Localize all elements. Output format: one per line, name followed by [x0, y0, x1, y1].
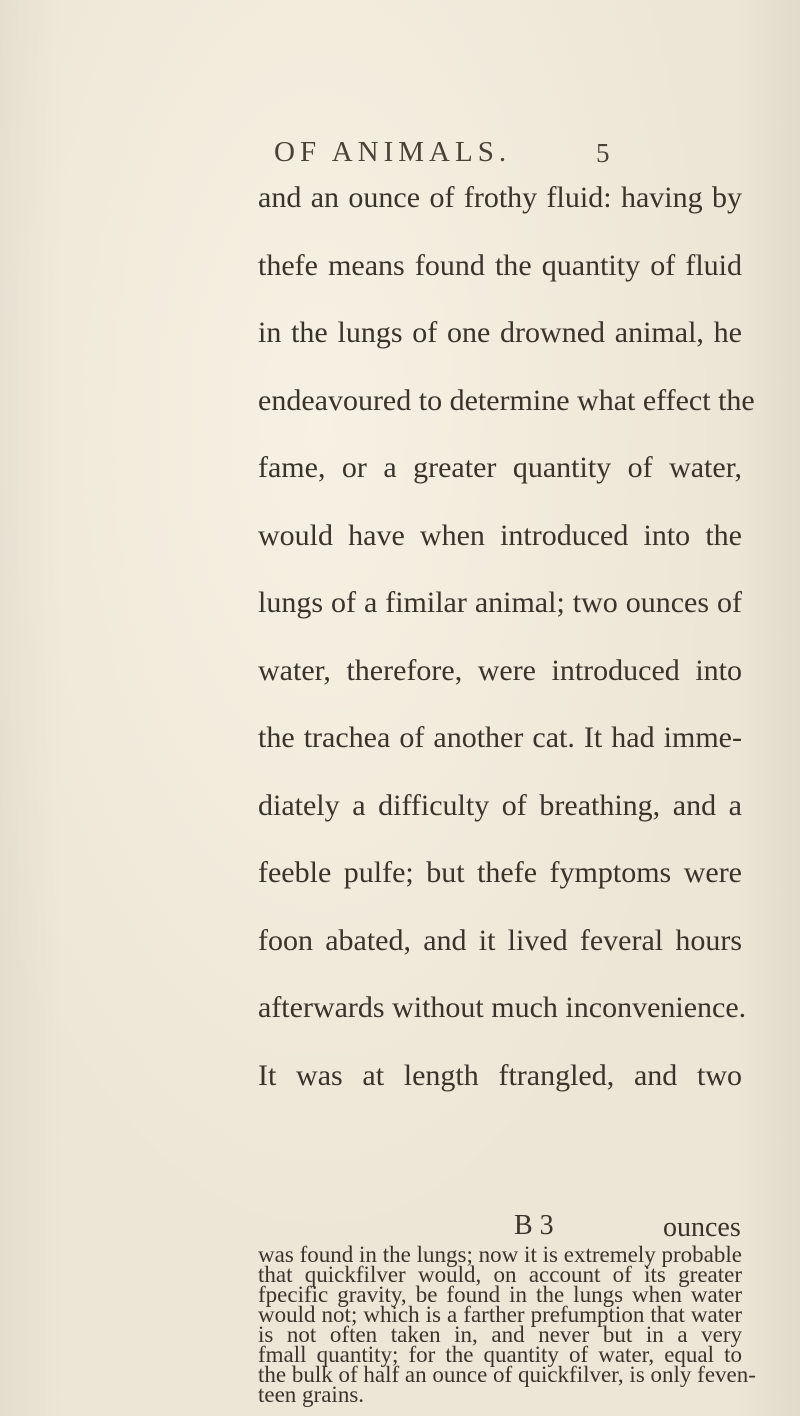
- signature-mark: B 3: [514, 1210, 554, 1241]
- catchword: ounces: [663, 1212, 741, 1243]
- body-line: and an ounce of frothy fluid: having by: [258, 181, 742, 214]
- running-head: OF ANIMALS.: [274, 136, 512, 168]
- body-line: feeble pulfe; but thefe fymptoms were: [258, 856, 742, 889]
- footnote-line: fmall quantity; for the quantity of water, equal to: [258, 1342, 742, 1367]
- page-header: [0, 136, 800, 176]
- footnote-line: is not often taken in, and never but in a very: [258, 1322, 742, 1347]
- body-line: lungs of a fimilar animal; two ounces of: [258, 586, 742, 619]
- footnote-line: fpecific gravity, be found in the lungs when water: [258, 1282, 742, 1307]
- body-line: foon abated, and it lived feveral hours: [258, 924, 742, 957]
- footnote-line: the bulk of half an ounce of quickfilver, is only feven-: [258, 1362, 756, 1387]
- body-line: fame, or a greater quantity of water,: [258, 451, 742, 484]
- body-line: endeavoured to determine what effect the: [258, 384, 755, 417]
- footnote-line: teen grains.: [258, 1382, 365, 1407]
- body-line: in the lungs of one drowned animal, he: [258, 316, 742, 349]
- body-line: would have when introduced into the: [258, 519, 742, 552]
- body-line: the trachea of another cat. It had imme-: [258, 721, 742, 754]
- page-number: 5: [596, 138, 610, 168]
- body-line: It was at length ftrangled, and two: [258, 1059, 742, 1092]
- body-line: water, therefore, were introduced into: [258, 654, 742, 687]
- body-line: afterwards without much inconvenience.: [258, 991, 747, 1024]
- footnote-line: that quickfilver would, on account of its greater: [258, 1262, 742, 1287]
- footnote-line: would not; which is a farther prefumption that water: [258, 1302, 742, 1327]
- body-line: thefe means found the quantity of fluid: [258, 249, 742, 282]
- footnote-line: was found in the lungs; now it is extremely probable: [258, 1242, 742, 1267]
- body-line: diately a difficulty of breathing, and a: [258, 789, 742, 822]
